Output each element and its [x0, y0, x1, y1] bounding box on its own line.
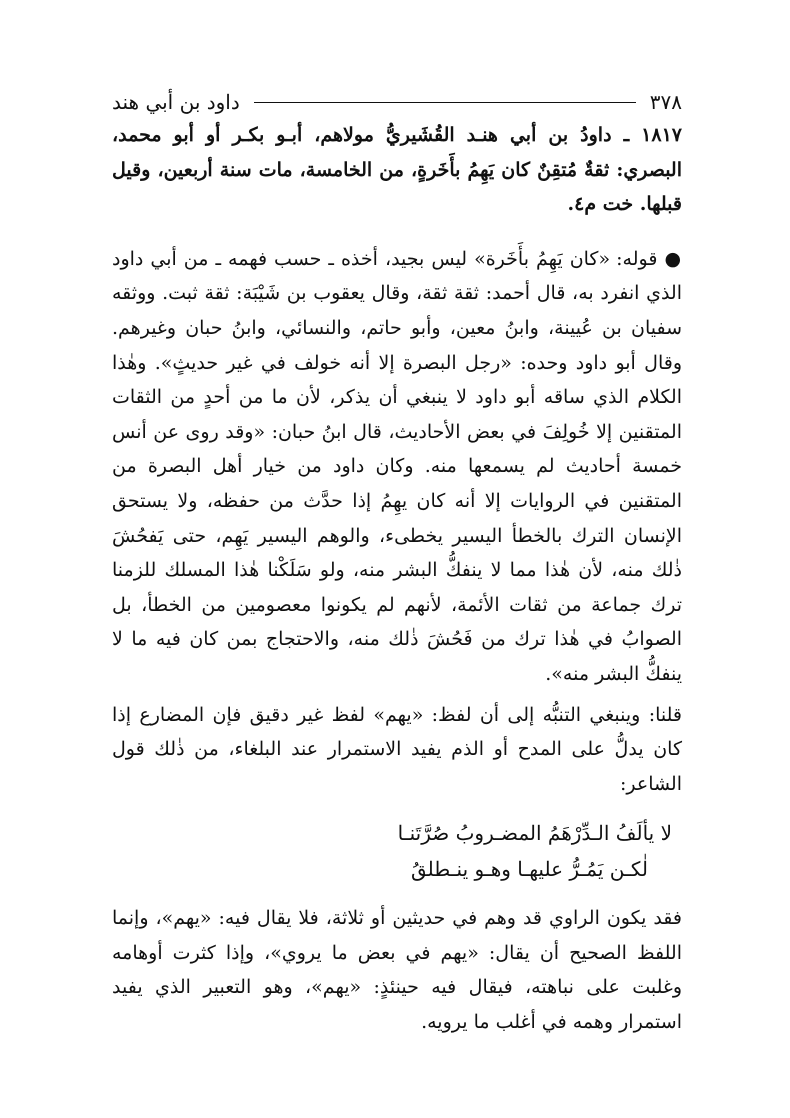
qulna-paragraph: قلنا: وينبغي التنبُّه إلى أن لفظ: «يهم» لفظ غير دقيق فإن المضارع إذا كان يدلُّ على المدح أو الذم يفيد الاستمرار عند البلغاء، من ذٰلك قول الشاعر:: [112, 703, 682, 795]
final-paragraph: فقد يكون الراوي قد وهم في حديثين أو ثلاثة، فلا يقال فيه: «يهم»، وإنما اللفظ الصحيح أن يقال: «يهم في بعض ما يروي»، وإذا كثرت أوهامه وغلبت على نباهته، فيقال فيه حينئذٍ: «يهم»، وهو التعبير الذي يفيد استمرار وهمه في أغلب ما يرويه.: [112, 907, 682, 1034]
page-number: ٣٧٨: [649, 90, 682, 114]
bullet-icon: ●: [664, 247, 682, 270]
page-body: [112, 118, 682, 1040]
running-title: داود بن أبي هند: [112, 90, 240, 114]
note-paragraph: [112, 242, 682, 692]
verse-line-2: لٰكـن يَمُـرُّ عليهـا وهـو ينـطلقُ: [410, 857, 648, 882]
page-header: [112, 90, 682, 114]
entry-paragraph: ١٨١٧ ـ داودُ بن أبي هنـد القُشَيريُّ مولاهم، أبـو بكـر أو أبو محمد، البصري: ثقةٌ مُتقِنٌ كان يَهِمُ بأَخَرةٍ، من الخامسة، مات سنة أربعين، وقيل قبلها. خت م٤.: [112, 124, 682, 216]
header-rule: [254, 102, 636, 103]
note-text: قوله: «كان يَهِمُ بأَخَرة» ليس بجيد، أخذه ـ حسب فهمه ـ من أبي داود الذي انفرد به، قال أحمد: ثقة ثقة، وقال يعقوب بن شَيْبَة: ثقة ثبت. ووثقه سفيان بن عُيينة، وابنُ معين، وأبو حاتم، والنسائي، وابنُ حبان وغيرهم. وقال أبو داود وحده: «رجل البصرة إلا أنه خولف في غير حديثٍ». وهٰذا الكلام الذي ساقه أبو داود لا ينبغي أن يذكر، لأن ما من أحدٍ من الثقات المتقنين إلا خُولِفَ في بعض الأحاديث، قال ابنُ حبان: «وقد روى عن أنس خمسة أحاديث لم يسمعها منه. وكان داود من خيار أهل البصرة من المتقنين في الروايات إلا أنه كان يهِمُ إذا حدَّث من حفظه، ولا يستحق الإنسان الترك بالخطأ اليسير يخطىء، والوهم اليسير يَهِم، حتى يَفحُشَ ذٰلك منه، لأن هٰذا مما لا ينفكُّ البشر منه، ولو سَلَكْنا هٰذا المسلك للزمنا ترك جماعة من ثقات الأئمة، لأنهم لم يكونوا معصومين من الخطأ، بل الصوابُ في هٰذا ترك من فَحُشَ ذٰلك منه، والاحتجاج بمن كان فيه ما لا ينفكُّ البشر منه».: [112, 247, 682, 685]
verse-line-1: لا يألَفُ الـدِّرْهَمُ المضـروبُ صُرَّتَنـا: [397, 821, 672, 846]
poetry-verse: [112, 815, 682, 887]
